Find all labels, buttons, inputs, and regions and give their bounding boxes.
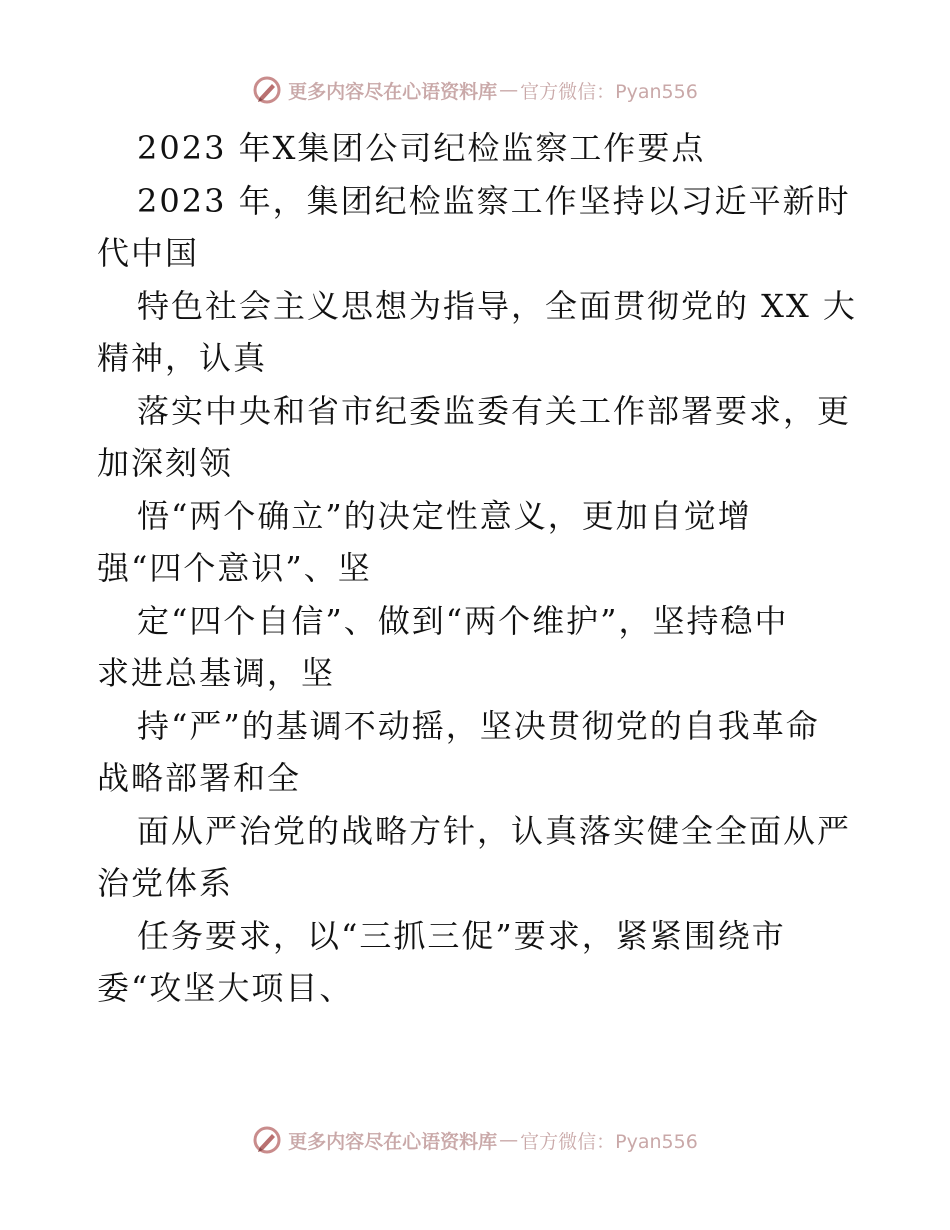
text-line: 特色社会主义思想为指导，全面贯彻党的 XX 大: [137, 286, 857, 325]
text-line: 委“攻坚大项目、: [97, 969, 354, 1007]
text-line: 落实中央和省市纪委监委有关工作部署要求，更: [137, 391, 852, 430]
header-watermark-banner: [0, 70, 950, 110]
text-line: 强“四个意识”、坚: [97, 549, 372, 587]
text-line: 定“四个自信”、做到“两个维护”，坚持稳中: [137, 601, 789, 640]
text-line: 2023 年，集团纪检监察工作坚持以习近平新时: [137, 181, 851, 220]
text-line: 代中国: [97, 234, 200, 272]
document-body: [97, 122, 857, 1015]
banner-dash: —: [499, 79, 519, 101]
text-line: 加深刻领: [97, 444, 234, 482]
text-line: 任务要求，以“三抓三促”要求，紧紧围绕市: [137, 916, 786, 955]
banner-brand-text: 更多内容尽在心语资料库: [288, 80, 498, 103]
banner-contact-text: 官方微信：Pyan556: [520, 1130, 698, 1153]
pen-logo-icon: [252, 1125, 282, 1155]
text-line: 治党体系: [97, 864, 234, 902]
footer-watermark-banner: [0, 1120, 950, 1160]
text-line: 悟“两个确立”的决定性意义，更加自觉增: [137, 496, 752, 535]
text-line: 求进总基调，坚: [97, 654, 336, 692]
pen-logo-icon: [252, 75, 282, 105]
text-line: 持“严”的基调不动摇，坚决贯彻党的自我革命: [137, 706, 820, 745]
text-line: 面从严治党的战略方针，认真落实健全全面从严: [137, 811, 852, 850]
text-line: 战略部署和全: [97, 759, 302, 797]
document-title: 2023 年X集团公司纪检监察工作要点: [137, 129, 706, 167]
banner-brand-text: 更多内容尽在心语资料库: [288, 1130, 498, 1153]
banner-contact-text: 官方微信：Pyan556: [520, 80, 698, 103]
banner-dash: —: [499, 1129, 519, 1151]
text-line: 精神，认真: [97, 339, 268, 377]
